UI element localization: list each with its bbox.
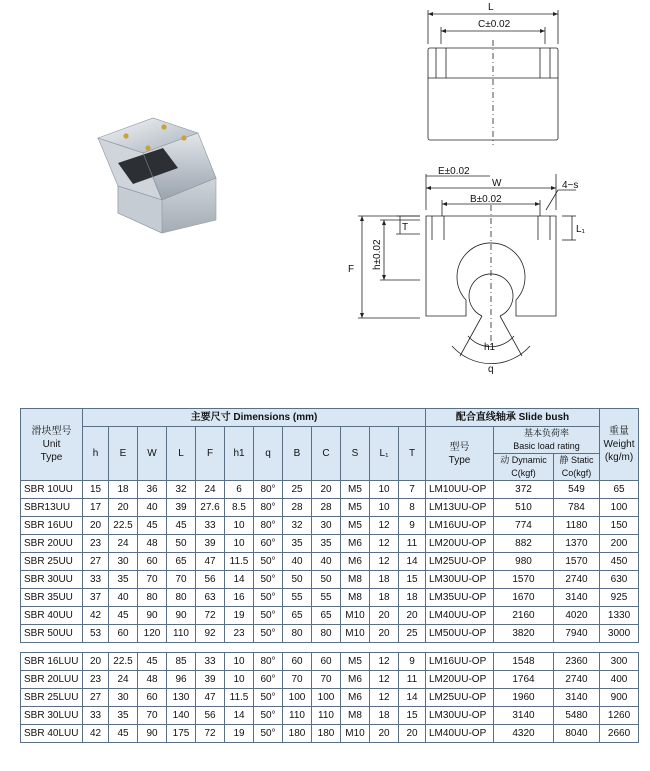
table-cell: 12 <box>370 553 399 571</box>
dim-E: E±0.02 <box>438 166 470 177</box>
table-cell: SBR 16LUU <box>21 653 83 671</box>
table-cell: 18 <box>370 589 399 607</box>
table-cell: 20 <box>83 653 109 671</box>
table-cell: 50° <box>254 571 283 589</box>
table-cell: 17 <box>83 499 109 517</box>
table-cell: 30 <box>109 553 138 571</box>
table-cell: 12 <box>370 671 399 689</box>
table-cell: 300 <box>600 653 639 671</box>
table-cell: LM20UU-OP <box>426 535 494 553</box>
table-cell: 35 <box>109 571 138 589</box>
table-cell: 28 <box>312 499 341 517</box>
table-cell: 10 <box>225 517 254 535</box>
table-cell: 784 <box>554 499 600 517</box>
table-cell: 80 <box>167 589 196 607</box>
table-cell: 2160 <box>494 607 554 625</box>
table-cell: 180 <box>312 725 341 743</box>
table-cell: 50° <box>254 553 283 571</box>
table-cell: LM16UU-OP <box>426 517 494 535</box>
table-cell: M5 <box>341 517 370 535</box>
table-cell: SBR 25LUU <box>21 689 83 707</box>
table-cell: SBR 40LUU <box>21 725 83 743</box>
table-cell: 80 <box>283 625 312 643</box>
table-cell: 80° <box>254 517 283 535</box>
table-cell: 24 <box>109 671 138 689</box>
header-weight: 重量 Weight (kg/m) <box>600 409 639 481</box>
dim-h1: h1 <box>484 342 496 353</box>
table-cell: 20 <box>399 725 426 743</box>
table-cell: 1180 <box>554 517 600 535</box>
table-cell: 60 <box>138 553 167 571</box>
table-cell: 80 <box>138 589 167 607</box>
header-col-2: W <box>138 427 167 481</box>
table-cell: M6 <box>341 535 370 553</box>
table-cell: M5 <box>341 653 370 671</box>
table-cell: 70 <box>283 671 312 689</box>
dim-C: C±0.02 <box>478 19 511 30</box>
table-cell: 1370 <box>554 535 600 553</box>
table-cell: 3140 <box>554 689 600 707</box>
table-cell: M5 <box>341 499 370 517</box>
table-cell: 100 <box>312 689 341 707</box>
header-col-9: S <box>341 427 370 481</box>
dim-holes: 4−s <box>562 180 579 191</box>
header-dimensions: 主要尺寸 Dimensions (mm) <box>83 409 426 427</box>
table-cell: 120 <box>138 625 167 643</box>
table-cell: 110 <box>312 707 341 725</box>
table-cell: 3140 <box>494 707 554 725</box>
table-cell: 12 <box>370 517 399 535</box>
table-cell: 23 <box>225 625 254 643</box>
table-row <box>21 481 639 499</box>
table-cell: 100 <box>283 689 312 707</box>
table-cell: 50° <box>254 725 283 743</box>
table-cell: 12 <box>370 689 399 707</box>
table-cell: SBR 40UU <box>21 607 83 625</box>
table-cell: 32 <box>283 517 312 535</box>
table-cell: 40 <box>312 553 341 571</box>
table-cell: LM20UU-OP <box>426 671 494 689</box>
table-cell: 92 <box>196 625 225 643</box>
table-cell: 33 <box>83 707 109 725</box>
table-cell: M10 <box>341 725 370 743</box>
dim-B: B±0.02 <box>470 194 502 205</box>
table-cell: SBR 25UU <box>21 553 83 571</box>
table-cell: 18 <box>370 707 399 725</box>
table-cell: 20 <box>83 517 109 535</box>
table-cell: 11.5 <box>225 553 254 571</box>
table-cell: 50° <box>254 607 283 625</box>
table-row <box>21 499 639 517</box>
dim-h: h±0.02 <box>372 239 383 270</box>
table-cell: 15 <box>399 571 426 589</box>
table-cell: 24 <box>196 481 225 499</box>
table-cell: 45 <box>109 607 138 625</box>
table-cell: M10 <box>341 607 370 625</box>
table-cell: 20 <box>370 607 399 625</box>
table-cell: 3140 <box>554 589 600 607</box>
table-cell: 90 <box>167 607 196 625</box>
table-cell: 8 <box>399 499 426 517</box>
header-col-4: F <box>196 427 225 481</box>
table-cell: 30 <box>109 689 138 707</box>
table-cell: 10 <box>370 481 399 499</box>
table-cell: 28 <box>283 499 312 517</box>
table-cell: 12 <box>370 653 399 671</box>
table-cell: 70 <box>167 571 196 589</box>
table-row <box>21 707 639 725</box>
table-cell: 90 <box>138 607 167 625</box>
table-cell: 1960 <box>494 689 554 707</box>
table-cell: 50° <box>254 625 283 643</box>
table-cell: 774 <box>494 517 554 535</box>
table-cell: 63 <box>196 589 225 607</box>
table-cell: 33 <box>196 653 225 671</box>
table-cell: 37 <box>83 589 109 607</box>
table-cell: 9 <box>399 653 426 671</box>
table-cell: 7 <box>399 481 426 499</box>
table-cell: SBR 30UU <box>21 571 83 589</box>
table-cell: 14 <box>225 571 254 589</box>
table-cell: 40 <box>138 499 167 517</box>
table-cell: 15 <box>399 707 426 725</box>
table-cell: LM13UU-OP <box>426 499 494 517</box>
table-cell: 45 <box>138 653 167 671</box>
table-cell: M8 <box>341 571 370 589</box>
table-row <box>21 553 639 571</box>
table-cell: 40 <box>109 589 138 607</box>
table-cell: LM35UU-OP <box>426 589 494 607</box>
table-cell: 27 <box>83 553 109 571</box>
table-cell: 12 <box>370 535 399 553</box>
table-cell: 30 <box>312 517 341 535</box>
table-cell: 11.5 <box>225 689 254 707</box>
table-cell: 2740 <box>554 571 600 589</box>
table-cell: 25 <box>399 625 426 643</box>
table-cell: 72 <box>196 725 225 743</box>
table-cell: 48 <box>138 671 167 689</box>
header-col-6: q <box>254 427 283 481</box>
header-dynamic: 动 Dynamic C(kgf) <box>494 454 554 481</box>
table-cell: 4320 <box>494 725 554 743</box>
table-cell: 53 <box>83 625 109 643</box>
table-cell: 50 <box>167 535 196 553</box>
table-cell: 100 <box>600 499 639 517</box>
table-cell: 27 <box>83 689 109 707</box>
table-cell: 47 <box>196 689 225 707</box>
group-spacer <box>21 643 639 653</box>
table-cell: 20 <box>312 481 341 499</box>
table-cell: 65 <box>167 553 196 571</box>
table-cell: 65 <box>600 481 639 499</box>
front-view-drawing <box>400 0 580 150</box>
table-cell: 70 <box>312 671 341 689</box>
table-cell: M8 <box>341 707 370 725</box>
table-cell: LM10UU-OP <box>426 481 494 499</box>
table-cell: 14 <box>225 707 254 725</box>
table-cell: 50° <box>254 707 283 725</box>
header-col-8: C <box>312 427 341 481</box>
table-cell: 9 <box>399 517 426 535</box>
table-cell: 72 <box>196 607 225 625</box>
table-cell: 70 <box>138 571 167 589</box>
table-row <box>21 589 639 607</box>
header-col-7: B <box>283 427 312 481</box>
table-cell: M8 <box>341 589 370 607</box>
table-cell: LM30UU-OP <box>426 707 494 725</box>
table-cell: 1570 <box>494 571 554 589</box>
table-cell: 65 <box>312 607 341 625</box>
table-cell: 1570 <box>554 553 600 571</box>
table-cell: 23 <box>83 535 109 553</box>
table-cell: 24 <box>109 535 138 553</box>
table-cell: 36 <box>138 481 167 499</box>
table-cell: 110 <box>283 707 312 725</box>
table-cell: SBR 50UU <box>21 625 83 643</box>
table-cell: 19 <box>225 607 254 625</box>
table-cell: LM50UU-OP <box>426 625 494 643</box>
table-cell: 56 <box>196 571 225 589</box>
table-cell: LM40UU-OP <box>426 725 494 743</box>
table-cell: 549 <box>554 481 600 499</box>
table-cell: 10 <box>225 535 254 553</box>
table-cell: 47 <box>196 553 225 571</box>
table-cell: 45 <box>138 517 167 535</box>
table-cell: 39 <box>196 535 225 553</box>
table-cell: 80 <box>312 625 341 643</box>
table-cell: 39 <box>196 671 225 689</box>
table-cell: 18 <box>370 571 399 589</box>
table-cell: 5480 <box>554 707 600 725</box>
table-cell: 3000 <box>600 625 639 643</box>
table-cell: SBR 20LUU <box>21 671 83 689</box>
table-cell: 60 <box>312 653 341 671</box>
table-cell: LM30UU-OP <box>426 571 494 589</box>
table-cell: 14 <box>399 689 426 707</box>
table-cell: 1330 <box>600 607 639 625</box>
table-cell: 8.5 <box>225 499 254 517</box>
header-col-0: h <box>83 427 109 481</box>
table-cell: 50 <box>283 571 312 589</box>
table-row <box>21 725 639 743</box>
table-cell: SBR 20UU <box>21 535 83 553</box>
table-cell: 18 <box>109 481 138 499</box>
table-cell: 2360 <box>554 653 600 671</box>
table-cell: 50° <box>254 689 283 707</box>
table-cell: 60 <box>283 653 312 671</box>
table-cell: SBR 35UU <box>21 589 83 607</box>
table-cell: 20 <box>399 607 426 625</box>
table-cell: 450 <box>600 553 639 571</box>
table-cell: 11 <box>399 671 426 689</box>
table-cell: 90 <box>138 725 167 743</box>
table-cell: 18 <box>399 589 426 607</box>
table-row <box>21 625 639 643</box>
table-cell: 65 <box>283 607 312 625</box>
table-cell: 6 <box>225 481 254 499</box>
table-cell: 60 <box>138 689 167 707</box>
table-cell: 20 <box>109 499 138 517</box>
spec-table <box>20 408 639 743</box>
table-cell: 50 <box>312 571 341 589</box>
table-row <box>21 607 639 625</box>
table-cell: 48 <box>138 535 167 553</box>
table-row <box>21 671 639 689</box>
table-cell: 14 <box>399 553 426 571</box>
table-cell: 32 <box>167 481 196 499</box>
table-cell: 23 <box>83 671 109 689</box>
table-cell: 40 <box>283 553 312 571</box>
table-cell: 42 <box>83 607 109 625</box>
table-cell: SBR13UU <box>21 499 83 517</box>
table-row <box>21 653 639 671</box>
table-cell: 10 <box>225 671 254 689</box>
table-cell: 96 <box>167 671 196 689</box>
dim-L: L <box>488 2 494 13</box>
dim-F: F <box>348 264 355 275</box>
table-cell: 180 <box>283 725 312 743</box>
table-cell: 882 <box>494 535 554 553</box>
product-photo <box>78 108 228 238</box>
table-cell: 510 <box>494 499 554 517</box>
table-cell: 33 <box>83 571 109 589</box>
table-cell: M10 <box>341 625 370 643</box>
table-cell: 60 <box>109 625 138 643</box>
header-col-3: L <box>167 427 196 481</box>
table-cell: 130 <box>167 689 196 707</box>
table-cell: 4020 <box>554 607 600 625</box>
table-cell: 1764 <box>494 671 554 689</box>
table-cell: 25 <box>283 481 312 499</box>
table-cell: 80° <box>254 481 283 499</box>
table-cell: 50° <box>254 589 283 607</box>
table-cell: 35 <box>109 707 138 725</box>
table-row <box>21 689 639 707</box>
table-cell: 980 <box>494 553 554 571</box>
table-cell: SBR 16UU <box>21 517 83 535</box>
table-cell: M5 <box>341 481 370 499</box>
table-cell: 175 <box>167 725 196 743</box>
header-unit-type: 滑块型号 Unit Type <box>21 409 83 481</box>
header-col-1: E <box>109 427 138 481</box>
table-cell: M6 <box>341 689 370 707</box>
table-cell: 372 <box>494 481 554 499</box>
table-cell: 42 <box>83 725 109 743</box>
table-cell: 2660 <box>600 725 639 743</box>
table-cell: 8040 <box>554 725 600 743</box>
table-cell: 3820 <box>494 625 554 643</box>
table-row <box>21 571 639 589</box>
table-cell: 55 <box>283 589 312 607</box>
section-view-drawing <box>340 160 610 375</box>
header-load-rating: 基本负荷率 Basic load rating <box>494 427 600 454</box>
table-row <box>21 535 639 553</box>
table-cell: 400 <box>600 671 639 689</box>
table-cell: 140 <box>167 707 196 725</box>
table-cell: 200 <box>600 535 639 553</box>
table-cell: 33 <box>196 517 225 535</box>
table-cell: 35 <box>312 535 341 553</box>
table-cell: 80° <box>254 653 283 671</box>
table-cell: 20 <box>370 725 399 743</box>
dim-T: T <box>402 222 409 233</box>
table-cell: 55 <box>312 589 341 607</box>
table-cell: SBR 30LUU <box>21 707 83 725</box>
table-cell: 60° <box>254 535 283 553</box>
table-cell: 110 <box>167 625 196 643</box>
table-cell: LM16UU-OP <box>426 653 494 671</box>
table-cell: M6 <box>341 671 370 689</box>
table-cell: 80° <box>254 499 283 517</box>
table-cell: LM40UU-OP <box>426 607 494 625</box>
table-cell: 2740 <box>554 671 600 689</box>
table-cell: 1260 <box>600 707 639 725</box>
header-static: 静 Static Co(kgf) <box>554 454 600 481</box>
table-cell: 10 <box>370 499 399 517</box>
spacer-cell <box>21 643 639 653</box>
table-cell: 15 <box>83 481 109 499</box>
table-cell: 1670 <box>494 589 554 607</box>
table-cell: 20 <box>370 625 399 643</box>
table-row <box>21 517 639 535</box>
table-cell: 45 <box>167 517 196 535</box>
table-cell: 10 <box>225 653 254 671</box>
table-cell: 39 <box>167 499 196 517</box>
table-cell: 7940 <box>554 625 600 643</box>
table-cell: 45 <box>109 725 138 743</box>
table-cell: M6 <box>341 553 370 571</box>
dim-q: q <box>488 364 494 375</box>
header-col-10: L₁ <box>370 427 399 481</box>
dim-W: W <box>492 178 502 189</box>
table-cell: 19 <box>225 725 254 743</box>
table-cell: 11 <box>399 535 426 553</box>
table-cell: 630 <box>600 571 639 589</box>
dim-L1: L₁ <box>576 224 585 235</box>
header-col-11: T <box>399 427 426 481</box>
table-cell: LM25UU-OP <box>426 553 494 571</box>
table-cell: 1548 <box>494 653 554 671</box>
header-bush-type: 型号 Type <box>426 427 494 481</box>
table-cell: 900 <box>600 689 639 707</box>
table-cell: 70 <box>138 707 167 725</box>
table-cell: 27.6 <box>196 499 225 517</box>
table-cell: 35 <box>283 535 312 553</box>
table-cell: 60° <box>254 671 283 689</box>
table-cell: 925 <box>600 589 639 607</box>
table-cell: 22.5 <box>109 517 138 535</box>
table-cell: SBR 10UU <box>21 481 83 499</box>
table-cell: 22.5 <box>109 653 138 671</box>
table-cell: 150 <box>600 517 639 535</box>
header-slide-bush: 配合直线轴承 Slide bush <box>426 409 600 427</box>
table-cell: 56 <box>196 707 225 725</box>
header-col-5: h1 <box>225 427 254 481</box>
table-cell: 85 <box>167 653 196 671</box>
table-cell: 16 <box>225 589 254 607</box>
table-cell: LM25UU-OP <box>426 689 494 707</box>
